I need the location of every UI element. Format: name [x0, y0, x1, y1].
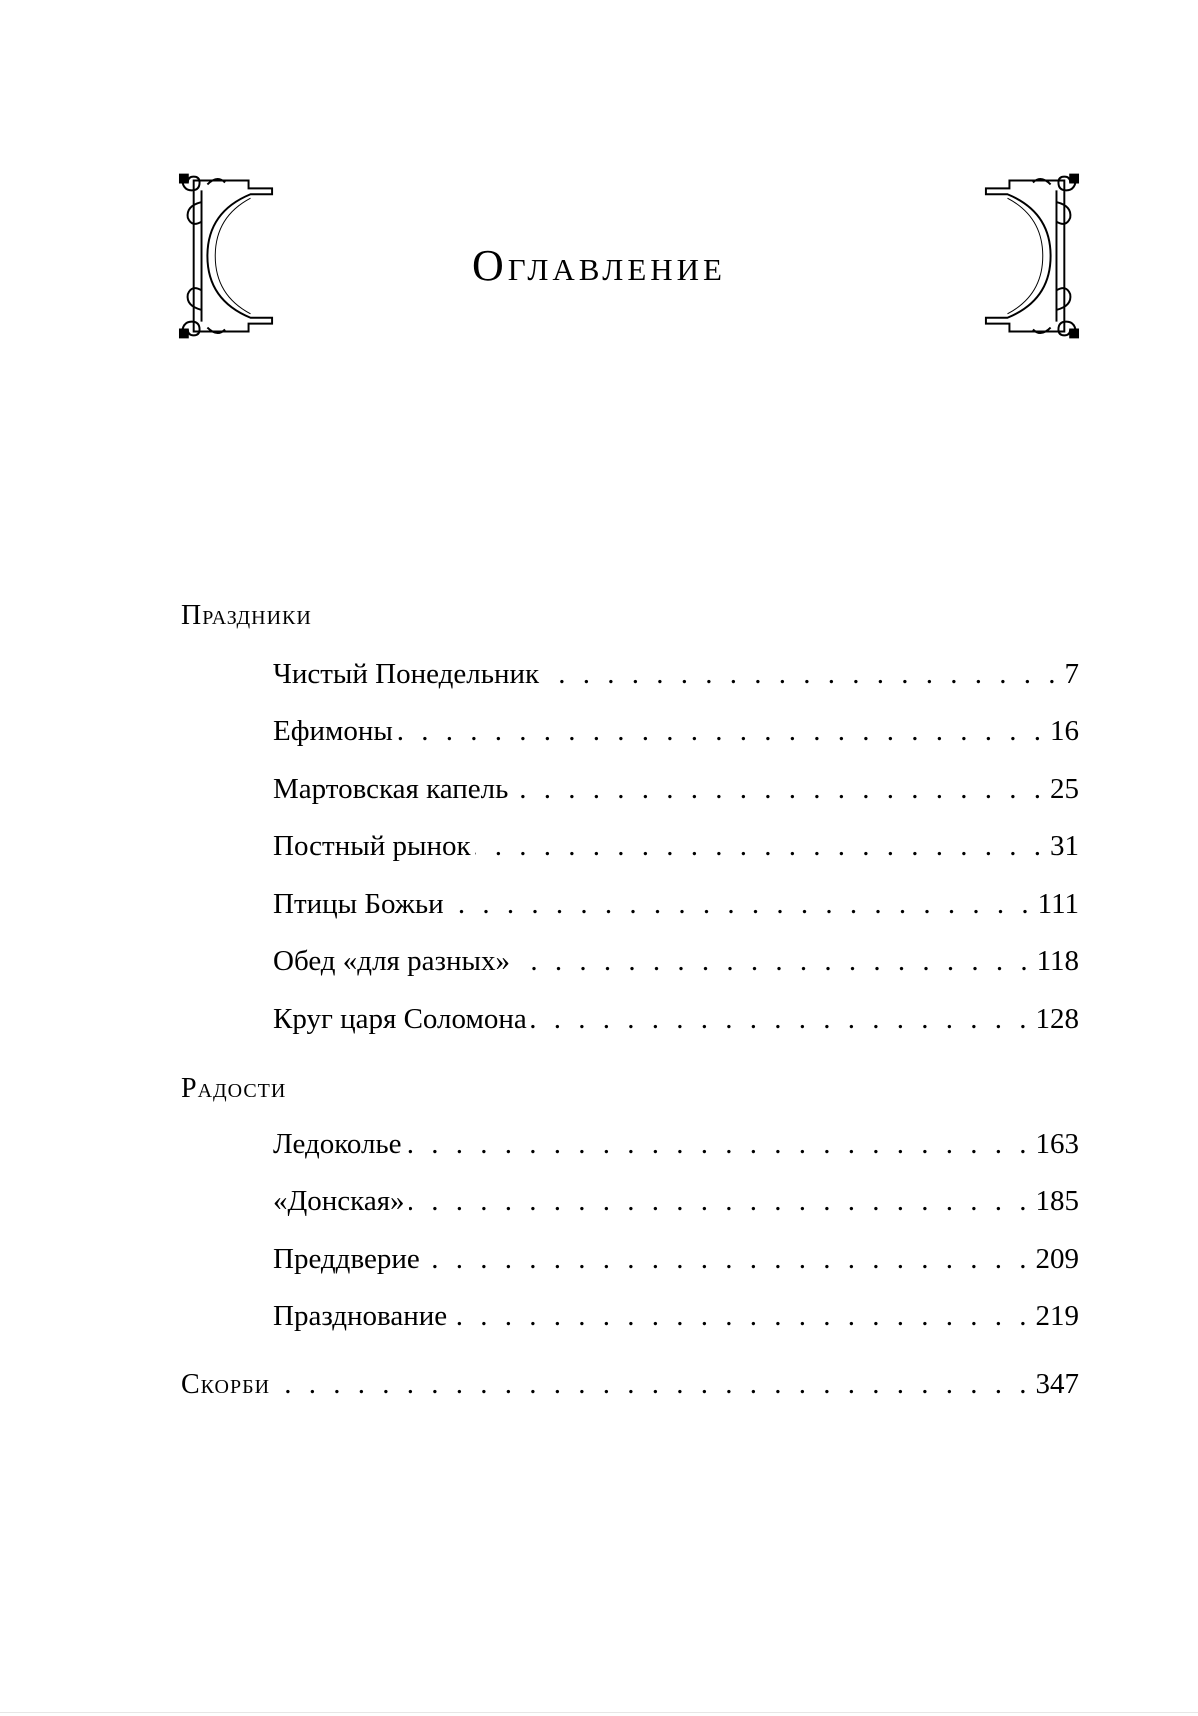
toc-entry-title: Мартовская капель [273, 773, 509, 805]
toc-entry-page: 347 [1035, 1368, 1079, 1400]
toc-entry-title: Преддверие [273, 1243, 420, 1275]
toc-entry-page: 128 [1035, 1003, 1079, 1035]
toc-entry[interactable] [273, 1296, 1079, 1336]
leader-dots [397, 711, 1046, 751]
toc-entry-page: 209 [1035, 1243, 1079, 1275]
leader-dots [424, 1239, 1032, 1279]
toc-entry-page: 163 [1035, 1128, 1079, 1160]
toc-entry-page: 111 [1037, 888, 1079, 920]
leader-dots [512, 769, 1046, 809]
leader-dots [448, 884, 1034, 924]
toc-entry[interactable] [273, 941, 1079, 981]
toc-entry[interactable] [273, 1239, 1079, 1279]
leader-dots [531, 999, 1032, 1039]
section-heading: Радости [181, 1073, 287, 1104]
toc-entry[interactable] [273, 826, 1079, 866]
leader-dots [543, 654, 1060, 694]
toc-entry-title: Ефимоны [273, 715, 393, 747]
toc-entry[interactable] [273, 711, 1079, 751]
toc-entry-title: «Донская» [273, 1185, 405, 1217]
leader-dots [274, 1364, 1031, 1404]
toc-entry-title: Постный рынок [273, 830, 471, 862]
toc-entry-page: 16 [1050, 715, 1079, 747]
toc-entry[interactable] [273, 1181, 1079, 1221]
toc-entry-page: 185 [1035, 1185, 1079, 1217]
toc-entry-title: Обед «для разных» [273, 945, 510, 977]
leader-dots [451, 1296, 1031, 1336]
toc-entry-page: 31 [1050, 830, 1079, 862]
toc-entry-page: 25 [1050, 773, 1079, 805]
page-edge-divider [0, 1712, 1198, 1713]
toc-entry[interactable] [273, 999, 1079, 1039]
toc-entry[interactable] [273, 654, 1079, 694]
toc-entry[interactable] [273, 769, 1079, 809]
toc-entry-page: 219 [1035, 1300, 1079, 1332]
toc-entry-title: Празднование [273, 1300, 448, 1332]
page-title: Оглавление [472, 241, 726, 290]
leader-dots [409, 1181, 1032, 1221]
toc-entry-title: Птицы Божьи [273, 888, 444, 920]
section-heading: Скорби [181, 1369, 271, 1400]
leader-dots [406, 1124, 1032, 1164]
toc-entry-page: 118 [1036, 945, 1079, 977]
leader-dots [475, 826, 1046, 866]
toc-entry-title: Круг царя Соломона [273, 1003, 527, 1035]
toc-entry-title: Ледоколье [273, 1128, 402, 1160]
leader-dots [514, 941, 1033, 981]
section-heading: Праздники [181, 600, 312, 631]
toc-entry-title: Чистый Понедельник [273, 658, 540, 690]
toc-entry[interactable] [273, 1124, 1079, 1164]
toc-entry-page: 7 [1064, 658, 1079, 690]
toc-entry[interactable] [181, 1364, 1079, 1405]
toc-entry[interactable] [273, 884, 1079, 924]
